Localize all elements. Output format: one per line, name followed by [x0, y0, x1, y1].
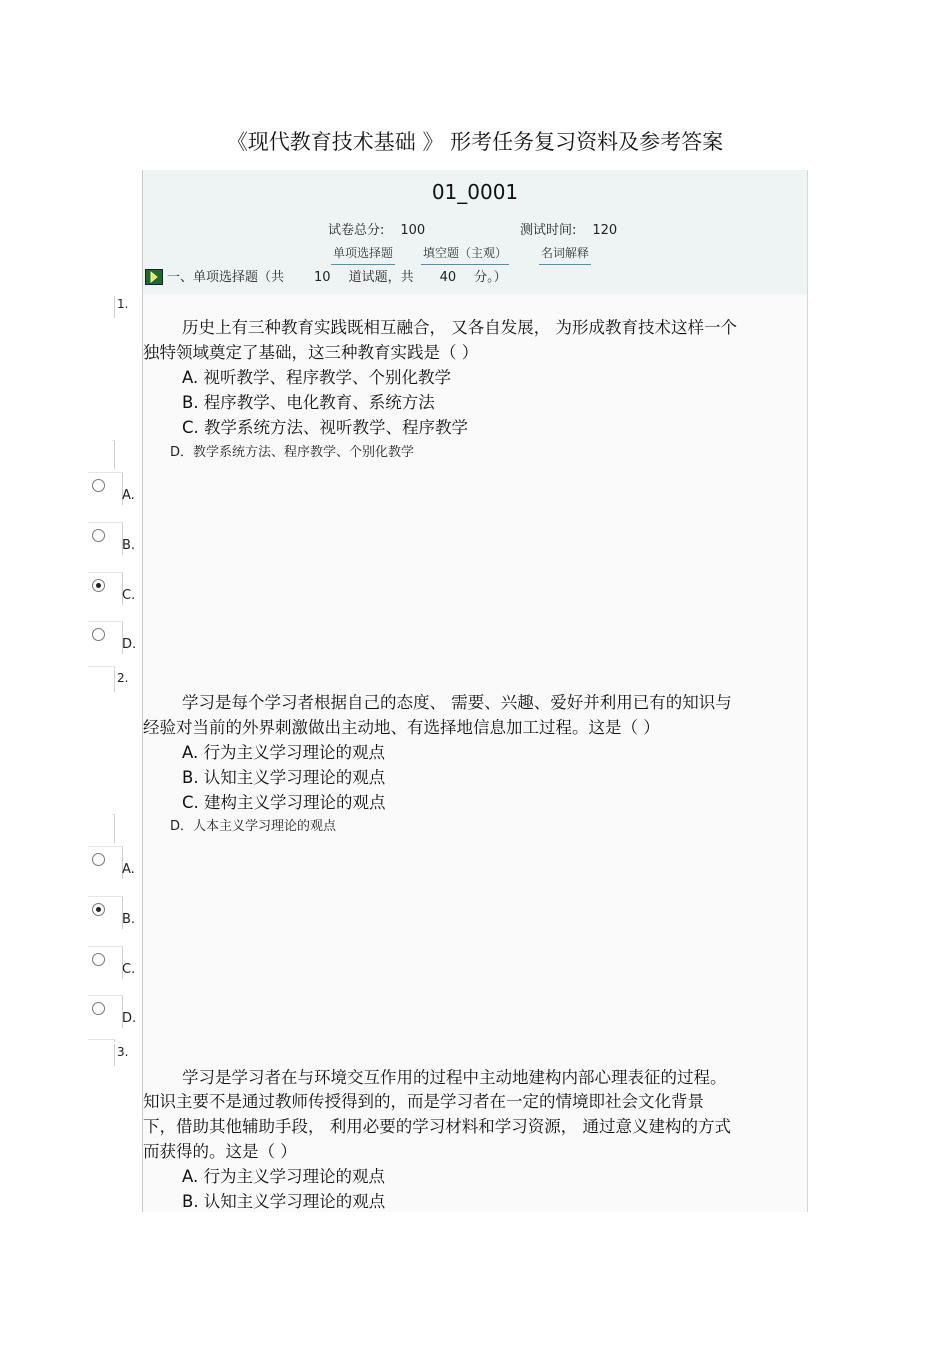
arrow-icon[interactable]	[145, 269, 163, 285]
choice-d	[88, 995, 123, 1028]
question-text: 而获得的。这是（ ）	[143, 1142, 297, 1161]
radio-a[interactable]	[92, 853, 105, 866]
row-divider	[112, 814, 115, 843]
choice-label: D.	[122, 637, 137, 652]
radio-c[interactable]	[92, 953, 105, 966]
radio-a[interactable]	[92, 479, 105, 492]
total-score-value: 100	[400, 223, 426, 238]
question-text: 经验对当前的外界刺激做出主动地、有选择地信息加工过程。这是（ ）	[143, 718, 660, 737]
choice-label: B.	[122, 912, 136, 927]
tab-fill-in[interactable]: 填空题（主观）	[421, 244, 509, 265]
question-number: 2.	[114, 670, 128, 692]
option-text: B. 认知主义学习理论的观点	[182, 1192, 386, 1211]
choice-label: C.	[122, 588, 136, 603]
option-text: B. 认知主义学习理论的观点	[182, 768, 386, 787]
test-time-label: 测试时间:	[520, 223, 577, 238]
test-time-value: 120	[592, 223, 618, 238]
question-text: 知识主要不是通过教师传授得到的，而是学习者在一定的情境即社会文化背景	[143, 1092, 704, 1111]
total-score-label: 试卷总分:	[328, 223, 385, 238]
question-text: 学习是学习者在与环境交互作用的过程中主动地建构内部心理表征的过程。	[182, 1068, 727, 1087]
paper-code: 01_0001	[431, 180, 519, 204]
row-divider	[112, 440, 115, 469]
section-text: 一、单项选择题（共 10 道试题，共 40 分。）	[167, 270, 507, 285]
choice-a	[88, 472, 123, 505]
option-text: A. 视听教学、程序教学、个别化教学	[182, 368, 451, 387]
tab-term-definition[interactable]: 名词解释	[539, 244, 591, 265]
radio-d[interactable]	[92, 1002, 105, 1015]
option-text: C. 建构主义学习理论的观点	[182, 793, 386, 812]
document-title: 《现代教育技术基础 》 形考任务复习资料及参考答案	[226, 130, 724, 154]
option-text: B. 程序教学、电化教育、系统方法	[182, 393, 435, 412]
question-number: 3.	[114, 1044, 128, 1066]
choice-c	[88, 572, 123, 605]
choice-label: D.	[122, 1011, 137, 1026]
question-number: 1.	[114, 296, 128, 318]
question-text: 独特领域奠定了基础，这三种教育实践是（ ）	[143, 343, 479, 362]
choice-a	[88, 846, 123, 879]
question-text: 下，借助其他辅助手段， 利用必要的学习材料和学习资源， 通过意义建构的方式	[143, 1117, 731, 1136]
choice-b	[88, 896, 123, 929]
tab-single-choice[interactable]: 单项选择题	[331, 244, 395, 265]
question-text: 历史上有三种教育实践既相互融合， 又各自发展， 为形成教育技术这样一个	[182, 318, 737, 337]
choice-c	[88, 946, 123, 979]
choice-d	[88, 621, 123, 654]
total-score	[328, 219, 425, 238]
question-text: 学习是每个学习者根据自己的态度、 需要、兴趣、爱好并利用已有的知识与	[182, 693, 732, 712]
option-text: D．教学系统方法、程序教学、个别化教学	[170, 445, 415, 460]
row-divider	[88, 666, 115, 669]
choice-label: C.	[122, 962, 136, 977]
option-text: C. 教学系统方法、视听教学、程序教学	[182, 418, 469, 437]
radio-d[interactable]	[92, 628, 105, 641]
option-text: A. 行为主义学习理论的观点	[182, 743, 385, 762]
row-divider	[88, 1039, 115, 1042]
radio-c-selected[interactable]	[92, 579, 105, 592]
exam-header	[143, 170, 807, 294]
choice-label: B.	[122, 538, 136, 553]
radio-b-selected[interactable]	[92, 903, 105, 916]
test-time	[520, 219, 617, 238]
choice-label: A.	[122, 488, 135, 503]
choice-label: A.	[122, 862, 135, 877]
radio-b[interactable]	[92, 529, 105, 542]
option-text: A. 行为主义学习理论的观点	[182, 1167, 385, 1186]
option-text: D．人本主义学习理论的观点	[170, 819, 337, 834]
choice-b	[88, 522, 123, 555]
